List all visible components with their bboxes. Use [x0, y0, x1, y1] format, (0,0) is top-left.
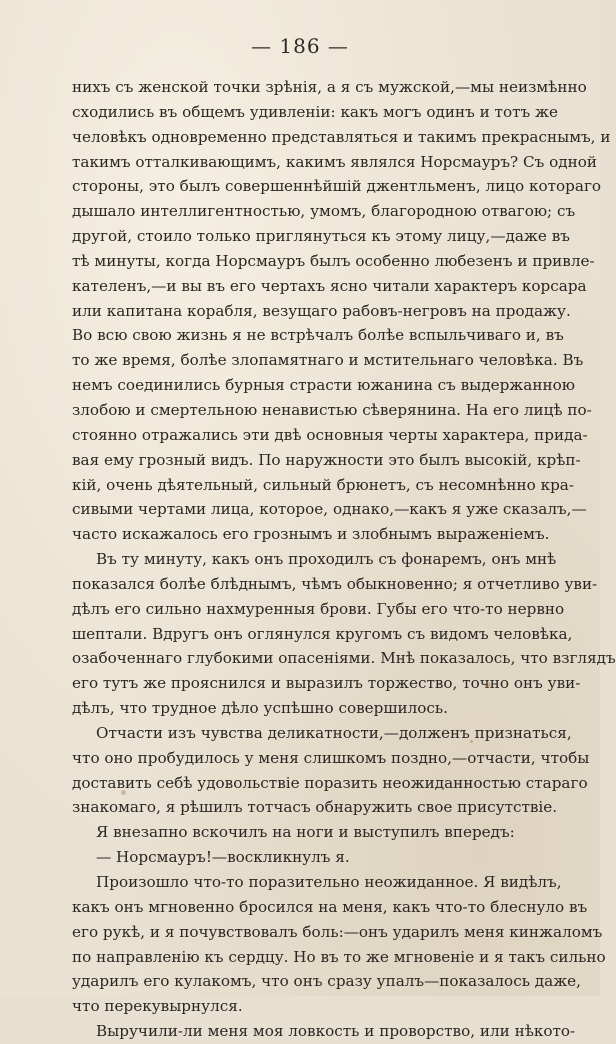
text-line: шептали. Вдругъ онъ оглянулся кругомъ съ видомъ человѣка,	[72, 624, 573, 643]
text-line: озабоченнаго глубокими опасеніями. Мнѣ показалось, что взглядъ	[72, 649, 616, 668]
text-line: что оно пробудилось у меня слишкомъ поздно,—отчасти, чтобы	[72, 748, 590, 767]
text-line: что перекувырнулся.	[72, 997, 243, 1016]
text-line: или капитана корабля, везущаго рабовъ-негровъ на продажу.	[72, 301, 571, 320]
text-line: ударилъ его кулакомъ, что онъ сразу упалъ—показалось даже,	[72, 972, 581, 991]
text-line: то же время, болѣе злопамятнаго и мстительнаго человѣка. Въ	[72, 351, 584, 370]
text-line: Я внезапно вскочилъ на ноги и выступилъ впередъ:	[96, 823, 515, 842]
text-line: по направленію къ сердцу. Но въ то же мгновеніе и я такъ сильно	[72, 947, 606, 966]
text-line: доставить себѣ удовольствіе поразить неожиданностью стараго	[72, 773, 588, 792]
text-line: стоянно отражались эти двѣ основныя черты характера, прида-	[72, 425, 588, 444]
text-line: его рукѣ, и я почувствовалъ боль:—онъ ударилъ меня кинжаломъ	[72, 922, 603, 941]
body-text	[72, 75, 616, 1044]
text-line: дѣлъ его сильно нахмуренныя брови. Губы его что-то нервно	[72, 599, 565, 618]
text-line: часто искажалось его грознымъ и злобнымъ выраженіемъ.	[72, 525, 550, 544]
text-line: Во всю свою жизнь я не встрѣчалъ болѣе вспыльчиваго и, въ	[72, 326, 564, 345]
paper-stain	[121, 790, 126, 795]
paper-stain	[470, 740, 473, 743]
text-line: Въ ту минуту, какъ онъ проходилъ съ фонаремъ, онъ мнѣ	[96, 550, 557, 569]
text-line: — Норсмауръ!—воскликнулъ я.	[96, 848, 350, 867]
text-line: стороны, это былъ совершеннѣйшій джентльменъ, лицо котораго	[72, 177, 602, 196]
text-line: кателенъ,—и вы въ его чертахъ ясно читали характеръ корсара	[72, 276, 587, 295]
text-line: какъ онъ мгновенно бросился на меня, какъ что-то блеснуло въ	[72, 897, 588, 916]
text-line: дѣлъ, что трудное дѣло успѣшно совершилось.	[72, 699, 448, 718]
page-number: — 186 —	[251, 34, 349, 58]
text-line: сходились въ общемъ удивленіи: какъ могъ одинъ и тотъ же	[72, 102, 558, 121]
text-line: Произошло что-то поразительно неожиданное. Я видѣлъ,	[96, 873, 562, 891]
text-line: Отчасти изъ чувства деликатности,—долженъ признаться,	[96, 723, 572, 742]
paper-stain	[484, 682, 491, 688]
text-line: дышало интеллигентностью, умомъ, благородною отвагою; съ	[72, 202, 576, 221]
text-line: показался болѣе блѣднымъ, чѣмъ обыкновенно; я отчетливо уви-	[72, 574, 598, 593]
text-line: Выручили-ли меня моя ловкость и проворство, или нѣкото-	[96, 1022, 576, 1041]
text-line: его тутъ же прояснился и выразилъ торжество, точно онъ уви-	[72, 674, 581, 693]
text-line: другой, стоило только приглянуться къ этому лицу,—даже въ	[72, 227, 570, 246]
text-line: немъ соединились бурныя страсти южанина съ выдержанною	[72, 376, 575, 395]
text-line: вая ему грозный видъ. По наружности это былъ высокій, крѣп-	[72, 450, 581, 469]
text-line: кій, очень дѣятельный, сильный брюнетъ, съ несомнѣнно кра-	[72, 475, 574, 494]
text-line: тѣ минуты, когда Норсмауръ былъ особенно любезенъ и привле-	[72, 251, 595, 270]
text-line: знакомаго, я рѣшилъ тотчасъ обнаружить свое присутствіе.	[72, 798, 558, 817]
text-line: такимъ отталкивающимъ, какимъ являлся Норсмауръ? Съ одной	[72, 152, 597, 171]
text-line: злобою и смертельною ненавистью сѣверянина. На его лицѣ по-	[72, 400, 592, 419]
text-line: нихъ съ женской точки зрѣнія, а я съ мужской,—мы неизмѣнно	[72, 78, 587, 96]
text-line: сивыми чертами лица, которое, однако,—какъ я уже сказалъ,—	[72, 500, 587, 519]
text-line: человѣкъ одновременно представляться и такимъ прекраснымъ, и	[72, 127, 611, 146]
